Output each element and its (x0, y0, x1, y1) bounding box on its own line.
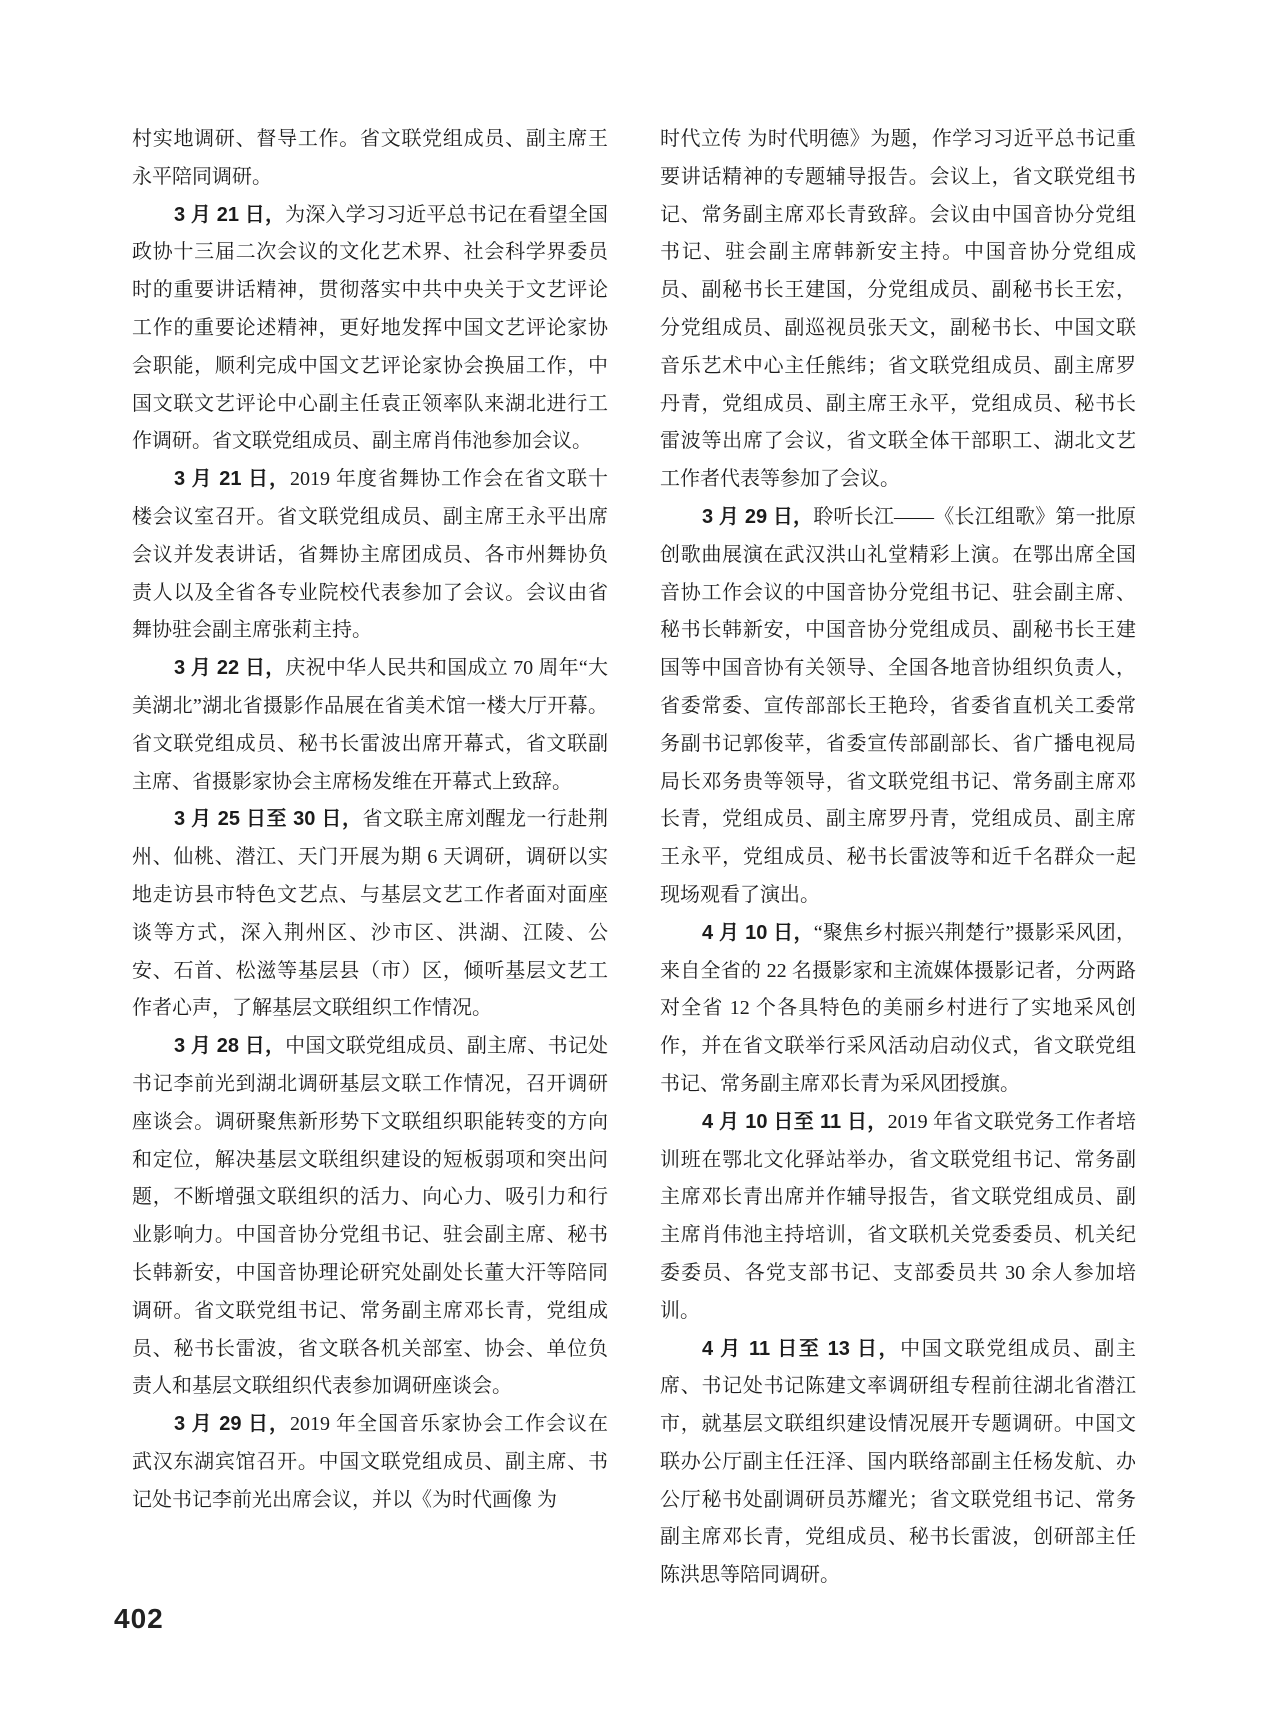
entry-date-label: 3 月 22 日， (174, 657, 286, 680)
entry-date-label: 4 月 10 日至 11 日， (702, 1110, 888, 1133)
entry-date-label: 4 月 11 日至 13 日， (702, 1337, 901, 1360)
entry-date-label: 3 月 29 日， (174, 1413, 291, 1436)
chronicle-paragraph (132, 1406, 608, 1519)
chronicle-paragraph (132, 197, 608, 462)
chronicle-paragraph (132, 1028, 608, 1406)
chronicle-paragraph (660, 121, 1136, 499)
entry-body-text: 2019 年度省舞协工作会在省文联十楼会议室召开。省文联党组成员、副主席王永平出席会议并发表讲话，省舞协主席团成员、各市州舞协负责人以及全省各专业院校代表参加了会议。会议由省舞协驻会副主席张莉主持。 (132, 468, 608, 642)
chronicle-paragraph (132, 121, 608, 197)
entry-date-label: 3 月 21 日， (174, 468, 291, 491)
right-text-column (660, 121, 1136, 1595)
entry-body-text: 村实地调研、督导工作。省文联党组成员、副主席王永平陪同调研。 (132, 128, 608, 188)
entry-body-text: 时代立传 为时代明德》为题，作学习习近平总书记重要讲话精神的专题辅导报告。会议上，省文联党组书记、常务副主席邓长青致辞。会议由中国音协分党组书记、驻会副主席韩新安主持。中国音协分党组成员、副秘书长王建国，分党组成员、副秘书长王宏，分党组成员、副巡视员张天文，副秘书长、中国文联音乐艺术中心主任熊纬；省文联党组成员、副主席罗丹青，党组成员、副主席王永平，党组成员、秘书长雷波等出席了会议，省文联全体干部职工、湖北文艺工作者代表等参加了会议。 (660, 128, 1136, 491)
chronicle-paragraph (660, 915, 1136, 1104)
entry-body-text: 2019 年省文联党务工作者培训班在鄂北文化驿站举办，省文联党组书记、常务副主席邓长青出席并作辅导报告，省文联党组成员、副主席肖伟池主持培训，省文联机关党委委员、机关纪委委员、各党支部书记、支部委员共 30 余人参加培训。 (660, 1110, 1137, 1322)
entry-body-text: 省文联主席刘醒龙一行赴荆州、仙桃、潜江、天门开展为期 6 天调研，调研以实地走访县市特色文艺点、与基层文艺工作者面对面座谈等方式，深入荆州区、沙市区、洪湖、江陵、公安、石首、松滋等基层县（市）区，倾听基层文艺工作者心声，了解基层文联组织工作情况。 (132, 808, 609, 1020)
entry-date-label: 4 月 10 日， (702, 921, 814, 944)
entry-date-label: 3 月 21 日， (174, 203, 286, 226)
chronicle-paragraph (660, 499, 1136, 915)
chronicle-paragraph (132, 650, 608, 801)
left-text-column (132, 121, 608, 1519)
entry-body-text: 聆听长江——《长江组歌》第一批原创歌曲展演在武汉洪山礼堂精彩上演。在鄂出席全国音协工作会议的中国音协分党组书记、驻会副主席、秘书长韩新安，中国音协分党组成员、副秘书长王建国等中国音协有关领导、全国各地音协组织负责人，省委常委、宣传部部长王艳玲，省委省直机关工委常务副书记郭俊苹，省委宣传部副部长、省广播电视局局长邓务贵等领导，省文联党组书记、常务副主席邓长青，党组成员、副主席罗丹青，党组成员、副主席王永平，党组成员、秘书长雷波等和近千名群众一起现场观看了演出。 (660, 505, 1137, 906)
chronicle-paragraph (132, 461, 608, 650)
chronicle-paragraph (660, 1331, 1136, 1596)
chronicle-paragraph (660, 1104, 1136, 1331)
entry-date-label: 3 月 25 日至 30 日， (174, 808, 363, 831)
entry-date-label: 3 月 28 日， (174, 1035, 286, 1058)
entry-body-text: 中国文联党组成员、副主席、书记处书记陈建文率调研组专程前往湖北省潜江市，就基层文联组织建设情况展开专题调研。中国文联办公厅副主任汪泽、国内联络部副主任杨发航、办公厅秘书处副调研员苏耀光；省文联党组书记、常务副主席邓长青，党组成员、秘书长雷波，创研部主任陈洪思等陪同调研。 (660, 1337, 1137, 1587)
entry-date-label: 3 月 29 日， (702, 505, 814, 528)
entry-body-text: “聚焦乡村振兴荆楚行”摄影采风团，来自全省的 22 名摄影家和主流媒体摄影记者，分两路对全省 12 个各具特色的美丽乡村进行了实地采风创作，并在省文联举行采风活动启动仪式，省文联党组书记、常务副主席邓长青为采风团授旗。 (660, 921, 1136, 1095)
page-number: 402 (114, 1603, 164, 1634)
entry-body-text: 为深入学习习近平总书记在看望全国政协十三届二次会议的文化艺术界、社会科学界委员时的重要讲话精神，贯彻落实中共中央关于文艺评论工作的重要论述精神，更好地发挥中国文艺评论家协会职能，顺利完成中国文艺评论家协会换届工作，中国文联文艺评论中心副主任袁正领率队来湖北进行工作调研。省文联党组成员、副主席肖伟池参加会议。 (132, 203, 608, 453)
entry-body-text: 庆祝中华人民共和国成立 70 周年“大美湖北”湖北省摄影作品展在省美术馆一楼大厅开幕。省文联党组成员、秘书长雷波出席开幕式，省文联副主席、省摄影家协会主席杨发维在开幕式上致辞。 (132, 657, 608, 793)
chronicle-paragraph (132, 801, 608, 1028)
entry-body-text: 中国文联党组成员、副主席、书记处书记李前光到湖北调研基层文联工作情况，召开调研座谈会。调研聚焦新形势下文联组织职能转变的方向和定位，解决基层文联组织建设的短板弱项和突出问题，不断增强文联组织的活力、向心力、吸引力和行业影响力。中国音协分党组书记、驻会副主席、秘书长韩新安，中国音协理论研究处副处长董大汗等陪同调研。省文联党组书记、常务副主席邓长青，党组成员、秘书长雷波，省文联各机关部室、协会、单位负责人和基层文联组织代表参加调研座谈会。 (132, 1035, 608, 1398)
entry-body-text: 2019 年全国音乐家协会工作会议在武汉东湖宾馆召开。中国文联党组成员、副主席、书记处书记李前光出席会议，并以《为时代画像 为 (132, 1413, 608, 1511)
